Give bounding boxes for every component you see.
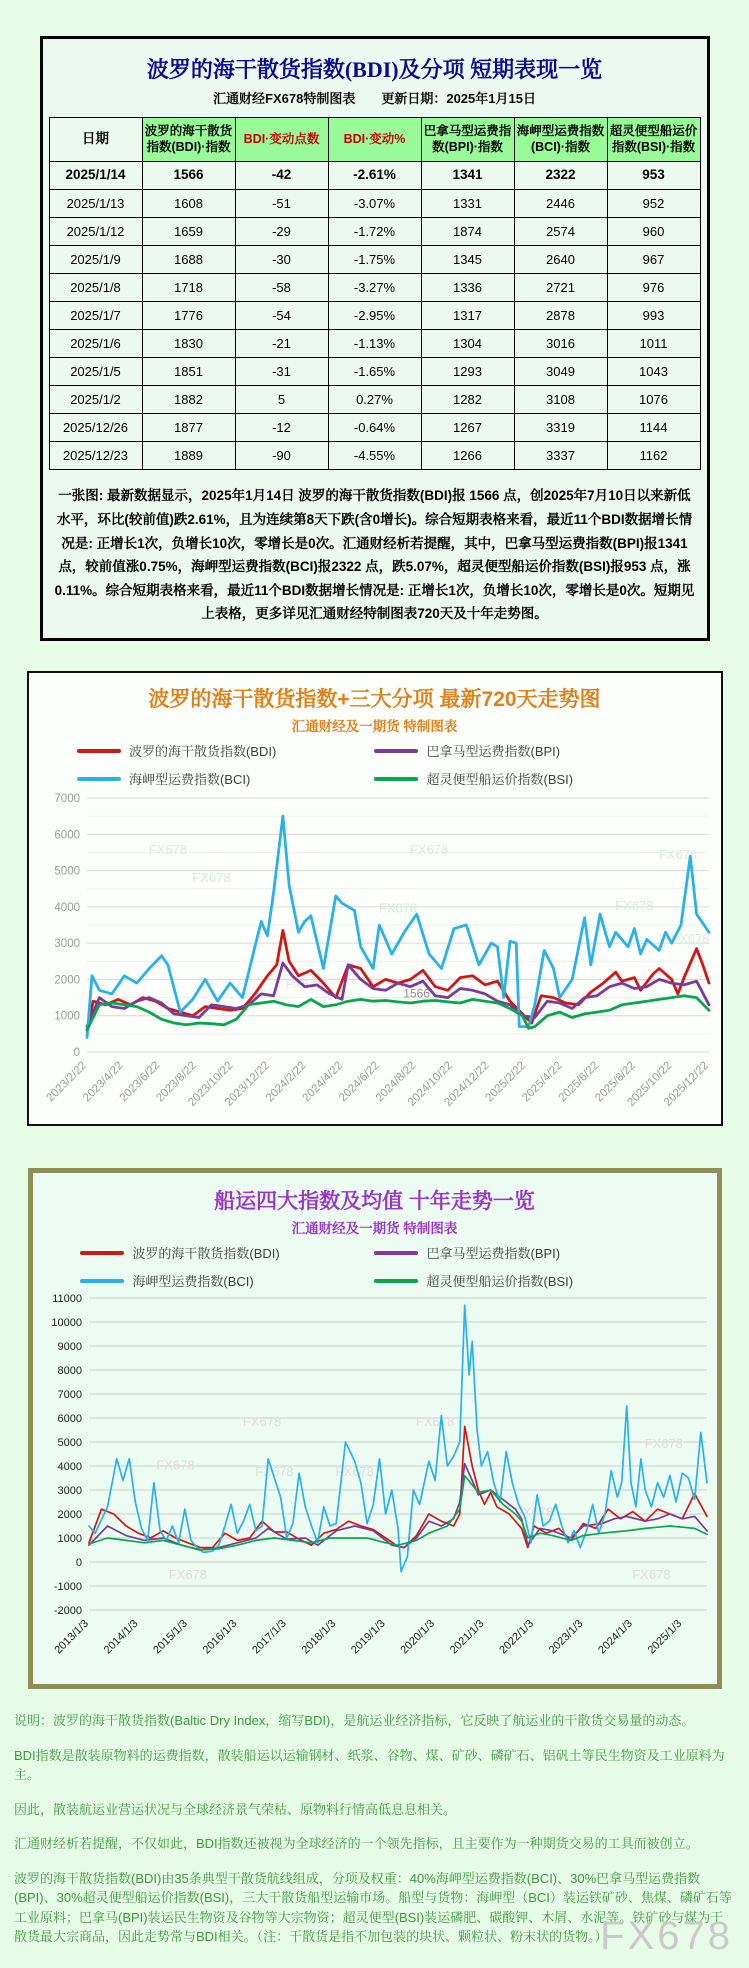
- table-cell: 2025/1/2: [49, 386, 142, 414]
- x-axis-label: 2024/6/22: [336, 1059, 382, 1105]
- table-header-cell: 巴拿马型运费指数(BPI)·指数: [421, 118, 514, 162]
- table-cell: 3319: [514, 414, 607, 442]
- legend-label: 海岬型运费指数(BCI): [132, 1274, 254, 1289]
- table-cell: 1851: [142, 358, 235, 386]
- legend-item-bdi: [80, 1243, 374, 1262]
- note-line: 波罗的海干散货指数(BDI)由35条典型干散货航线组成，分项及权重：40%海岬型运费指数(BCI)、30%巴拿马型运费指数(BPI)、30%超灵便型船运价指数(BSI)，三大干散货船型运输市场。船型与货物：海岬型（BCI）装运铁矿砂、焦煤、磷矿石等工业原料；巴拿马(BPI)装运民生物资及谷物等大宗物资；超灵便型(BSI)装运磷肥、碳酸钾、木屑、水泥等。铁矿砂与煤为干散货最大宗商品，因此走势常与BDI相关。（注：干散货是指不加包装的块状、颗粒状、粉末状的货物。）: [14, 1870, 732, 1944]
- y-axis-label: 4000: [53, 901, 80, 914]
- table-cell: 953: [607, 162, 700, 190]
- table-cell: 2446: [514, 190, 607, 218]
- table-cell: 1317: [421, 302, 514, 330]
- report-subtitle: [43, 88, 707, 107]
- table-header-cell: 海岬型运费指数(BCI)·指数: [514, 118, 607, 162]
- x-axis-label: 2025/6/22: [556, 1059, 601, 1105]
- note-line: 汇通财经析若提醒，不仅如此，BDI指数还被视为全球经济的一个领先指标，且主要作为一种期货交易的工具而被创立。: [14, 1836, 699, 1851]
- y-axis-label: -1000: [53, 1581, 82, 1593]
- table-header-cell: 超灵便型船运价指数(BSI)·指数: [607, 118, 700, 162]
- x-axis-label: 2024/8/22: [373, 1059, 418, 1105]
- legend-label: 波罗的海干散货指数(BDI): [128, 744, 277, 759]
- watermark-text: FX678: [658, 846, 697, 862]
- x-axis-label: 2023/4/22: [80, 1059, 126, 1105]
- table-cell: 1282: [421, 386, 514, 414]
- table-row: [49, 246, 700, 274]
- y-axis-label: 0: [75, 1557, 82, 1569]
- x-axis-label: 2022/1/3: [496, 1617, 536, 1657]
- y-axis-label: 7000: [57, 1389, 82, 1401]
- table-cell: 1336: [421, 274, 514, 302]
- y-axis-label: 2000: [57, 1509, 82, 1521]
- legend-line-swatch: [374, 1251, 418, 1255]
- watermark-text: FX678: [148, 841, 187, 857]
- x-axis-label: 2023/2/22: [43, 1059, 89, 1105]
- y-axis-label: 3000: [57, 1485, 82, 1497]
- fx678-watermark: FX678: [600, 1913, 733, 1958]
- table-cell: -1.72%: [328, 218, 421, 246]
- table-body: [49, 162, 700, 470]
- table-cell: 2025/1/14: [49, 162, 142, 190]
- table-cell: -54: [235, 302, 328, 330]
- watermark-text: FX678: [614, 897, 654, 913]
- watermark-text: FX678: [415, 1413, 454, 1429]
- table-cell: 1345: [421, 246, 514, 274]
- table-cell: 1011: [607, 330, 700, 358]
- x-axis-label: 2014/1/3: [101, 1617, 141, 1657]
- watermark-text: FX678: [168, 1566, 207, 1582]
- legend-line-swatch: [77, 777, 121, 781]
- table-cell: -12: [235, 414, 328, 442]
- legend-label: 超灵便型船运价指数(BSI): [426, 1274, 574, 1289]
- x-axis-label: 2015/1/3: [150, 1617, 190, 1657]
- chart-10year-plot: [33, 1292, 717, 1678]
- report-subtitle-update: 更新日期：2025年1月15日: [381, 91, 536, 106]
- legend-label: 超灵便型船运价指数(BSI): [426, 772, 574, 787]
- summary-text: 一张图: 最新数据显示，2025年1月14日 波罗的海干散货指数(BDI)报 1566 点，创2025年7月10日以来新低水平，环比(较前值)跌2.61%，且为连续第8天下跌(含0增长)。综合短期表格来看，最近11个BDI数据增长情况是: 正增长1次，负增长10次，零增长是0次。汇通财经析若提醒，其中，巴拿马型运费指数(BPI)报1341 点，较前值涨0.75%，海岬型运费指数(BCI)报2322 点，跌5.07%，超灵便型船运价指数(BSI)报953 点，涨0.11%。综合短期表格来看，最近11个BDI数据增长情况是: 正增长1次，负增长10次，零增长是0次。短期见上表格，更多详见汇通财经特制图表720天及十年走势图。: [54, 488, 695, 622]
- table-row: [49, 414, 700, 442]
- table-cell: 1162: [607, 442, 700, 470]
- x-axis-label: 2017/1/3: [249, 1617, 289, 1657]
- table-cell: 1830: [142, 330, 235, 358]
- table-row: [49, 274, 700, 302]
- y-axis-label: 2000: [53, 974, 80, 987]
- table-cell: 2025/1/5: [49, 358, 142, 386]
- chart-720day-subtitle: 汇通财经及一期货 特制图表: [291, 719, 458, 734]
- note-line: 说明：波罗的海干散货指数(Baltic Dry Index，缩写BDI)，是航运业经济指标，它反映了航运业的干散货交易量的动态。: [14, 1713, 695, 1728]
- x-axis-label: 2020/1/3: [397, 1617, 437, 1657]
- chart-10year-title: 船运四大指数及均值 十年走势一览: [214, 1190, 535, 1213]
- table-cell: 1688: [142, 246, 235, 274]
- table-cell: 2878: [514, 302, 607, 330]
- y-axis-label: 4000: [57, 1461, 82, 1473]
- table-cell: 1889: [142, 442, 235, 470]
- table-cell: 1043: [607, 358, 700, 386]
- table-cell: -90: [235, 442, 328, 470]
- x-axis-label: 2019/1/3: [348, 1617, 388, 1657]
- watermark-text: FX678: [155, 1457, 195, 1473]
- table-cell: 1718: [142, 274, 235, 302]
- data-label: 1566: [402, 986, 430, 1001]
- notes-section: [0, 1689, 749, 1968]
- x-axis-label: 2023/12/22: [222, 1059, 272, 1109]
- watermark-text: FX678: [631, 1566, 671, 1582]
- y-axis-label: 3000: [53, 938, 80, 951]
- x-axis-label: 2025/2/22: [483, 1059, 528, 1105]
- table-cell: -51: [235, 190, 328, 218]
- watermark-text: FX678: [242, 1413, 281, 1429]
- table-cell: 2025/1/7: [49, 302, 142, 330]
- table-cell: 2721: [514, 274, 607, 302]
- legend-item-bsi: [374, 769, 672, 788]
- y-axis-label: 7000: [53, 793, 80, 805]
- chart-10year-subtitle: 汇通财经及一期货 特制图表: [291, 1221, 458, 1236]
- table-cell: 1566: [142, 162, 235, 190]
- table-cell: 1266: [421, 442, 514, 470]
- legend-line-swatch: [77, 749, 121, 753]
- table-cell: 1877: [142, 414, 235, 442]
- table-cell: 1341: [421, 162, 514, 190]
- watermark-text: FX678: [644, 1435, 683, 1451]
- chart-720day-legend: [77, 741, 672, 788]
- watermark-text: FX678: [421, 989, 461, 1005]
- table-cell: -4.55%: [328, 442, 421, 470]
- table-cell: 967: [607, 246, 700, 274]
- table-cell: 3337: [514, 442, 607, 470]
- table-cell: 2025/1/6: [49, 330, 142, 358]
- table-cell: 3016: [514, 330, 607, 358]
- table-row: [49, 190, 700, 218]
- table-cell: 3049: [514, 358, 607, 386]
- note-line: BDI指数是散装原物料的运费指数，散装船运以运输钢材、纸浆、谷物、煤、矿砂、磷矿石、铝矾土等民生物资及工业原料为主。: [14, 1747, 725, 1782]
- table-cell: 2025/1/9: [49, 246, 142, 274]
- table-cell: 1076: [607, 386, 700, 414]
- legend-item-bsi: [374, 1271, 668, 1290]
- table-cell: -21: [235, 330, 328, 358]
- table-cell: 993: [607, 302, 700, 330]
- x-axis-label: 2023/10/22: [185, 1059, 235, 1109]
- chart-10year-legend: [80, 1243, 668, 1290]
- table-cell: -29: [235, 218, 328, 246]
- table-row: [49, 386, 700, 414]
- table-cell: 1293: [421, 358, 514, 386]
- x-axis-label: 2024/10/22: [405, 1059, 455, 1109]
- table-cell: 2025/12/23: [49, 442, 142, 470]
- chart-720day-plot: [29, 790, 721, 1120]
- x-axis-label: 2023/6/22: [117, 1059, 162, 1105]
- table-cell: 1776: [142, 302, 235, 330]
- legend-item-bpi: [374, 741, 672, 760]
- chart-10year-box: [28, 1168, 722, 1689]
- table-header-cell: BDI·变动点数: [235, 118, 328, 162]
- table-cell: 2025/12/26: [49, 414, 142, 442]
- legend-label: 海岬型运费指数(BCI): [128, 772, 251, 787]
- y-axis-label: 1000: [57, 1533, 82, 1545]
- table-cell: 3108: [514, 386, 607, 414]
- table-header: [49, 118, 700, 162]
- y-axis-label: 6000: [53, 829, 80, 842]
- x-axis-label: 2025/4/22: [519, 1059, 565, 1105]
- x-axis-label: 2023/1/3: [546, 1617, 586, 1657]
- table-cell: 1608: [142, 190, 235, 218]
- table-cell: -2.95%: [328, 302, 421, 330]
- y-axis-label: 8000: [57, 1365, 82, 1377]
- legend-label: 巴拿马型运费指数(BPI): [426, 1246, 561, 1261]
- y-axis-label: 10000: [50, 1317, 82, 1329]
- y-axis-label: 6000: [57, 1413, 82, 1425]
- x-axis-label: 2025/1/3: [645, 1617, 684, 1657]
- table-cell: -3.07%: [328, 190, 421, 218]
- x-axis-label: 2018/1/3: [299, 1617, 338, 1657]
- table-header-cell: 波罗的海干散货指数(BDI)·指数: [142, 118, 235, 162]
- x-axis-label: 2024/2/22: [263, 1059, 309, 1105]
- table-cell: 1659: [142, 218, 235, 246]
- y-axis-label: 1000: [53, 1010, 80, 1023]
- note-line: 因此，散装航运业营运状况与全球经济景气荣枯、原物料行情高低息息相关。: [14, 1801, 457, 1817]
- x-axis-label: 2013/1/3: [51, 1617, 91, 1657]
- table-row: [49, 162, 700, 190]
- legend-line-swatch: [374, 777, 418, 781]
- y-axis-label: -2000: [53, 1605, 82, 1617]
- legend-item-bci: [77, 769, 375, 788]
- table-row: [49, 218, 700, 246]
- y-axis-label: 0: [73, 1047, 80, 1059]
- x-axis-label: 2016/1/3: [200, 1617, 239, 1657]
- x-axis-label: 2021/1/3: [447, 1617, 487, 1657]
- table-cell: -2.61%: [328, 162, 421, 190]
- table-cell: -1.75%: [328, 246, 421, 274]
- table-cell: 1304: [421, 330, 514, 358]
- table-cell: -58: [235, 274, 328, 302]
- legend-item-bdi: [77, 741, 375, 760]
- table-cell: -0.64%: [328, 414, 421, 442]
- bdi-short-term-table: [49, 117, 701, 470]
- table-cell: 2322: [514, 162, 607, 190]
- table-cell: 1144: [607, 414, 700, 442]
- legend-line-swatch: [374, 749, 418, 753]
- x-axis-label: 2025/8/22: [592, 1059, 638, 1105]
- table-cell: 2574: [514, 218, 607, 246]
- table-cell: 2025/1/8: [49, 274, 142, 302]
- table-cell: 2025/1/12: [49, 218, 142, 246]
- page: [0, 36, 749, 1958]
- table-cell: 0.27%: [328, 386, 421, 414]
- x-axis-label: 2024/12/22: [441, 1059, 492, 1109]
- table-cell: 1882: [142, 386, 235, 414]
- y-axis-label: 9000: [57, 1341, 82, 1353]
- table-cell: 1331: [421, 190, 514, 218]
- table-cell: -42: [235, 162, 328, 190]
- watermark-text: FX678: [254, 1463, 294, 1479]
- table-cell: -31: [235, 358, 328, 386]
- x-axis-label: 2025/10/22: [624, 1059, 675, 1109]
- table-cell: 2640: [514, 246, 607, 274]
- watermark-text: FX678: [670, 930, 709, 946]
- table-cell: -1.13%: [328, 330, 421, 358]
- table-cell: 976: [607, 274, 700, 302]
- table-cell: 960: [607, 218, 700, 246]
- chart-720day-title: 波罗的海干散货指数+三大分项 最新720天走势图: [148, 688, 601, 711]
- table-header-cell: 日期: [49, 118, 142, 162]
- table-cell: 5: [235, 386, 328, 414]
- report-subtitle-brand: 汇通财经FX678特制图表: [213, 91, 356, 106]
- x-axis-label: 2025/12/22: [661, 1059, 711, 1109]
- table-cell: -1.65%: [328, 358, 421, 386]
- legend-label: 巴拿马型运费指数(BPI): [426, 744, 561, 759]
- table-header-cell: BDI·变动%: [328, 118, 421, 162]
- page-title: 波罗的海干散货指数(BDI)及分项 短期表现一览: [146, 57, 603, 82]
- watermark-text: FX678: [191, 869, 231, 885]
- table-row: [49, 358, 700, 386]
- y-axis-label: 5000: [53, 865, 80, 878]
- watermark-text: FX678: [409, 841, 448, 857]
- table-row: [49, 330, 700, 358]
- table-cell: 1267: [421, 414, 514, 442]
- legend-line-swatch: [80, 1279, 124, 1283]
- legend-item-bpi: [374, 1243, 668, 1262]
- y-axis-label: 5000: [57, 1437, 82, 1449]
- chart-720day-box: [27, 671, 723, 1126]
- report-table-box: [40, 36, 710, 641]
- legend-label: 波罗的海干散货指数(BDI): [132, 1246, 280, 1261]
- watermark-text: FX678: [335, 1463, 374, 1479]
- legend-item-bci: [80, 1271, 374, 1290]
- watermark-text: FX678: [378, 900, 417, 916]
- x-axis-label: 2023/8/22: [153, 1059, 199, 1105]
- table-cell: 952: [607, 190, 700, 218]
- table-cell: -3.27%: [328, 274, 421, 302]
- watermark-text: FX678: [285, 976, 324, 992]
- table-cell: 1874: [421, 218, 514, 246]
- x-axis-label: 2024/4/22: [300, 1059, 345, 1105]
- legend-line-swatch: [80, 1251, 124, 1255]
- table-row: [49, 302, 700, 330]
- table-cell: 2025/1/13: [49, 190, 142, 218]
- watermark-text: FX678: [514, 1504, 553, 1520]
- x-axis-label: 2024/1/3: [595, 1617, 635, 1657]
- y-axis-label: 11000: [51, 1293, 82, 1305]
- legend-line-swatch: [374, 1279, 418, 1283]
- table-row: [49, 442, 700, 470]
- table-cell: -30: [235, 246, 328, 274]
